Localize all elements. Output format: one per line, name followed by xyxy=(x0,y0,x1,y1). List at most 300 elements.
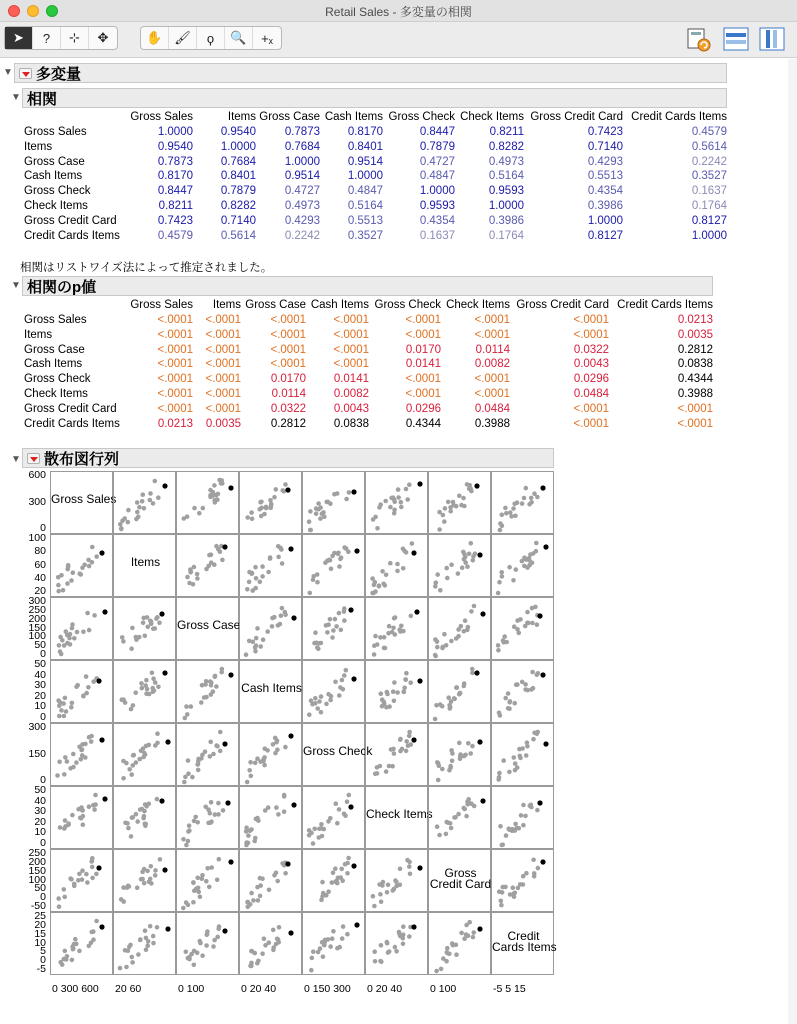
scatter-plot xyxy=(240,472,301,533)
data-point xyxy=(216,492,221,497)
row-header: Items xyxy=(24,140,53,153)
data-point xyxy=(517,631,522,636)
data-point xyxy=(134,812,139,817)
scatter-cell[interactable] xyxy=(491,660,554,723)
data-point xyxy=(63,824,68,829)
highlighted-point xyxy=(159,798,164,803)
scatter-matrix-header[interactable] xyxy=(22,448,554,468)
scatter-diagonal-cell[interactable] xyxy=(302,723,373,786)
data-point xyxy=(275,879,280,884)
y-tick-label: 60 xyxy=(34,558,46,571)
data-point xyxy=(204,943,209,948)
scatter-cell[interactable] xyxy=(365,471,428,534)
highlighted-point xyxy=(228,859,233,864)
data-point xyxy=(280,561,285,566)
help-tool-icon[interactable]: ? xyxy=(33,27,61,49)
column-header: Cash Items xyxy=(324,111,383,123)
data-point xyxy=(433,654,438,659)
scatter-cell[interactable] xyxy=(302,912,365,975)
data-point xyxy=(156,685,161,690)
correlation-cell: 0.9593 xyxy=(488,185,524,198)
correlation-cell: 0.7423 xyxy=(157,214,193,227)
pvalue-cell: 0.3988 xyxy=(474,417,510,430)
scatter-plot xyxy=(51,724,112,785)
scatter-cell[interactable] xyxy=(113,786,176,849)
column-header: Gross Credit Card xyxy=(530,111,623,123)
data-point xyxy=(148,498,153,503)
data-point xyxy=(63,818,68,823)
scatter-cell[interactable] xyxy=(365,912,428,975)
scatter-cell[interactable] xyxy=(176,660,239,723)
scatter-cell[interactable] xyxy=(365,849,428,912)
scatter-cell[interactable] xyxy=(365,534,428,597)
data-point xyxy=(153,868,158,873)
disclosure-icon[interactable]: ▼ xyxy=(11,454,21,465)
y-tick-label: 300 xyxy=(28,595,46,607)
data-point xyxy=(508,892,513,897)
y-tick-label: 300 xyxy=(28,721,46,733)
multivariate-header[interactable] xyxy=(14,63,727,83)
data-point xyxy=(449,639,454,644)
data-point xyxy=(443,506,448,511)
data-point xyxy=(91,803,96,808)
red-triangle-menu-icon[interactable] xyxy=(19,68,32,79)
lasso-tool-icon[interactable]: ϙ xyxy=(197,27,225,49)
data-point xyxy=(283,482,288,487)
data-point xyxy=(65,759,70,764)
scatter-cell[interactable] xyxy=(428,534,491,597)
horizontal-layout-icon[interactable] xyxy=(722,25,750,53)
scatter-diagonal-cell[interactable] xyxy=(365,786,433,849)
data-point xyxy=(156,495,161,500)
scatter-cell[interactable] xyxy=(239,534,302,597)
scatter-cell[interactable] xyxy=(428,786,491,849)
scatter-cell[interactable] xyxy=(176,786,239,849)
data-point xyxy=(142,506,147,511)
data-point xyxy=(191,900,196,905)
scatter-cell[interactable] xyxy=(239,723,302,786)
data-point xyxy=(140,499,145,504)
data-point xyxy=(264,505,269,510)
scatter-cell[interactable] xyxy=(302,660,365,723)
correlation-cell: 0.8282 xyxy=(488,140,524,153)
scatter-matrix[interactable] xyxy=(28,469,557,995)
correlation-cell: 0.3986 xyxy=(587,200,623,212)
data-point xyxy=(274,942,279,947)
disclosure-icon[interactable]: ▼ xyxy=(11,92,21,103)
data-point xyxy=(138,938,143,943)
highlighted-point xyxy=(540,485,545,490)
vertical-layout-icon[interactable] xyxy=(758,25,786,53)
scatter-cell[interactable] xyxy=(176,723,239,786)
column-header: Gross Case xyxy=(259,111,320,123)
data-point xyxy=(452,815,457,820)
pvalue-cell: <.0001 xyxy=(573,417,609,430)
data-point xyxy=(195,951,200,956)
data-point xyxy=(253,836,258,841)
column-header: Gross Check xyxy=(388,111,455,123)
data-point xyxy=(140,686,145,691)
data-point xyxy=(211,490,216,495)
data-point xyxy=(466,625,471,630)
correlation-cell: 0.3527 xyxy=(691,170,727,183)
data-point xyxy=(259,506,264,511)
data-point xyxy=(532,491,537,496)
data-point xyxy=(395,690,400,695)
scatter-cell[interactable] xyxy=(50,786,113,849)
highlighted-point xyxy=(288,546,293,551)
scatter-cell[interactable] xyxy=(50,723,113,786)
data-point xyxy=(121,885,126,890)
data-point xyxy=(498,528,503,533)
data-point xyxy=(246,833,251,838)
data-point xyxy=(129,834,134,839)
data-point xyxy=(521,803,526,808)
column-header: Check Items xyxy=(446,299,510,311)
data-point xyxy=(214,544,219,549)
scatter-cell[interactable] xyxy=(428,660,491,723)
data-point xyxy=(143,634,148,639)
pvalue-cell: 0.3988 xyxy=(677,388,713,400)
y-tick-label: 40 xyxy=(34,571,46,584)
data-point xyxy=(316,647,321,652)
data-point xyxy=(513,768,518,773)
pvalue-cell: 0.0141 xyxy=(333,373,369,386)
pvalue-cell: <.0001 xyxy=(405,314,441,326)
data-point xyxy=(141,816,146,821)
data-point xyxy=(189,704,194,709)
restore-layout-icon[interactable] xyxy=(684,25,712,53)
data-point xyxy=(330,880,335,885)
data-point xyxy=(335,821,340,826)
data-point xyxy=(143,683,148,688)
data-point xyxy=(390,764,395,769)
data-point xyxy=(446,695,451,700)
x-tick-label: 0 100 xyxy=(430,983,457,995)
data-point xyxy=(335,946,340,951)
scatter-cell[interactable] xyxy=(176,849,239,912)
scatter-cell[interactable] xyxy=(491,849,554,912)
data-point xyxy=(205,866,210,871)
scatter-cell[interactable] xyxy=(113,912,176,975)
data-point xyxy=(445,946,450,951)
selection-tool-icon[interactable]: ⊹ xyxy=(61,27,89,49)
data-point xyxy=(141,755,146,760)
data-point xyxy=(499,903,504,908)
data-point xyxy=(268,555,273,560)
disclosure-icon[interactable]: ▼ xyxy=(3,67,13,78)
data-point xyxy=(442,519,447,524)
data-point xyxy=(344,668,349,673)
data-point xyxy=(135,819,140,824)
data-point xyxy=(92,613,97,618)
pvalue-cell: 0.0322 xyxy=(270,402,306,415)
scatter-cell[interactable] xyxy=(50,660,113,723)
highlighted-point xyxy=(165,926,170,931)
data-point xyxy=(138,807,143,812)
data-point xyxy=(316,501,321,506)
data-point xyxy=(130,955,135,960)
data-point xyxy=(504,640,509,645)
data-point xyxy=(466,934,471,939)
row-header: Items xyxy=(24,328,53,341)
data-point xyxy=(513,891,518,896)
highlighted-point xyxy=(474,483,479,488)
correlation-cell: 0.5164 xyxy=(347,200,383,212)
highlighted-point xyxy=(162,867,167,872)
data-point xyxy=(121,776,126,781)
pvalue-cell: 0.0322 xyxy=(573,343,609,356)
data-point xyxy=(203,682,208,687)
data-point xyxy=(392,508,397,513)
scatter-cell[interactable] xyxy=(365,723,428,786)
row-header: Credit Cards Items xyxy=(24,417,120,430)
pvalue-cell: 0.0082 xyxy=(333,388,369,400)
scatter-cell[interactable] xyxy=(50,849,113,912)
scatter-matrix-title: 散布図行列 xyxy=(44,450,120,468)
scatter-diagonal-cell[interactable] xyxy=(113,534,176,597)
data-point xyxy=(450,759,455,764)
data-point xyxy=(94,919,99,924)
data-point xyxy=(319,822,324,827)
data-point xyxy=(126,520,131,525)
scatter-cell[interactable] xyxy=(428,912,491,975)
data-point xyxy=(511,506,516,511)
scatter-diagonal-cell[interactable] xyxy=(239,660,302,723)
pvalue-cell: <.0001 xyxy=(573,402,609,415)
data-point xyxy=(401,942,406,947)
scatter-cell[interactable] xyxy=(239,471,302,534)
data-point xyxy=(282,809,287,814)
y-tick-label: 10 xyxy=(34,700,46,713)
scrollbar[interactable] xyxy=(788,59,797,1024)
data-point xyxy=(378,892,383,897)
data-point xyxy=(399,624,404,629)
highlighted-point xyxy=(96,865,101,870)
scatter-cell[interactable] xyxy=(50,597,113,660)
data-point xyxy=(314,511,319,516)
data-point xyxy=(383,499,388,504)
data-point xyxy=(199,700,204,705)
scatter-cell[interactable] xyxy=(491,723,554,786)
title-bar xyxy=(0,0,797,22)
disclosure-icon[interactable]: ▼ xyxy=(11,280,21,291)
data-point xyxy=(499,899,504,904)
data-point xyxy=(334,801,339,806)
scatter-cell[interactable] xyxy=(302,534,365,597)
scatter-cell[interactable] xyxy=(113,849,176,912)
scatter-cell[interactable] xyxy=(428,597,491,660)
correlation-cell: 0.5513 xyxy=(347,214,383,227)
scatter-cell[interactable] xyxy=(113,660,176,723)
y-tick-label: 300 xyxy=(28,495,46,508)
correlation-cell: 0.4293 xyxy=(587,155,623,168)
scatter-cell[interactable] xyxy=(302,786,365,849)
multivariate-title: 多変量 xyxy=(36,65,82,83)
y-tick-label: 0 xyxy=(40,891,46,904)
scatter-diagonal-cell[interactable] xyxy=(491,912,557,975)
scatter-cell[interactable] xyxy=(239,786,302,849)
data-point xyxy=(500,513,505,518)
correlation-header[interactable] xyxy=(22,88,727,108)
correlation-cell: 1.0000 xyxy=(587,214,623,227)
data-point xyxy=(449,748,454,753)
data-point xyxy=(512,894,517,899)
scatter-cell[interactable] xyxy=(176,534,239,597)
data-point xyxy=(208,811,213,816)
data-point xyxy=(62,772,67,777)
data-point xyxy=(524,486,529,491)
scatter-cell[interactable] xyxy=(239,849,302,912)
data-point xyxy=(459,624,464,629)
data-point xyxy=(266,570,271,575)
data-point xyxy=(248,902,253,907)
data-point xyxy=(347,793,352,798)
scatter-cell[interactable] xyxy=(239,912,302,975)
pvalue-cell: 0.0213 xyxy=(157,417,193,430)
data-point xyxy=(319,694,324,699)
magnifier-tool-icon[interactable]: 🔍 xyxy=(225,27,253,49)
highlighted-point xyxy=(228,485,233,490)
data-point xyxy=(471,558,476,563)
data-point xyxy=(311,949,316,954)
scatter-cell[interactable] xyxy=(491,786,554,849)
correlation-cell: 0.4579 xyxy=(691,126,727,138)
data-point xyxy=(500,574,505,579)
data-point xyxy=(145,615,150,620)
scatter-plot xyxy=(366,661,427,722)
scatter-cell[interactable] xyxy=(113,723,176,786)
scatter-cell[interactable] xyxy=(491,534,554,597)
data-point xyxy=(339,628,344,633)
data-point xyxy=(535,622,540,627)
y-tick-label: 40 xyxy=(34,794,46,807)
scatter-cell[interactable] xyxy=(176,912,239,975)
y-tick-label: 20 xyxy=(34,815,46,828)
scatter-cell[interactable] xyxy=(365,660,428,723)
data-point xyxy=(130,626,135,631)
data-point xyxy=(201,506,206,511)
data-point xyxy=(442,632,447,637)
data-point xyxy=(81,822,86,827)
data-point xyxy=(532,871,537,876)
crosshair-tool-icon[interactable]: +ₓ xyxy=(261,30,273,46)
data-point xyxy=(309,968,314,973)
scatter-cell[interactable] xyxy=(428,723,491,786)
brush-tool-icon[interactable]: 🖌 xyxy=(169,27,197,49)
data-point xyxy=(259,500,264,505)
highlighted-point xyxy=(411,550,416,555)
data-point xyxy=(195,572,200,577)
data-point xyxy=(380,704,385,709)
data-point xyxy=(197,511,202,516)
data-point xyxy=(319,710,324,715)
data-point xyxy=(213,500,218,505)
data-point xyxy=(312,827,317,832)
scatter-plot xyxy=(114,850,175,911)
scatter-cell[interactable] xyxy=(491,471,554,534)
data-point xyxy=(506,691,511,696)
data-point xyxy=(507,770,512,775)
data-point xyxy=(466,801,471,806)
highlighted-point xyxy=(102,609,107,614)
scatter-cell[interactable] xyxy=(113,471,176,534)
scatter-cell[interactable] xyxy=(302,597,365,660)
scatter-cell[interactable] xyxy=(50,912,113,975)
scatter-plot xyxy=(303,598,364,659)
data-point xyxy=(219,670,224,675)
scatter-cell[interactable] xyxy=(491,597,554,660)
red-triangle-menu-icon[interactable] xyxy=(27,453,40,464)
highlighted-point xyxy=(165,739,170,744)
y-tick-label: 10 xyxy=(34,936,46,949)
data-point xyxy=(204,695,209,700)
data-point xyxy=(153,680,158,685)
scatter-cell[interactable] xyxy=(428,471,491,534)
scatter-cell[interactable] xyxy=(50,534,113,597)
scatter-cell[interactable] xyxy=(365,597,428,660)
scatter-cell[interactable] xyxy=(302,471,365,534)
data-point xyxy=(399,500,404,505)
data-point xyxy=(498,824,503,829)
data-point xyxy=(279,613,284,618)
hand-tool-icon[interactable]: ✋ xyxy=(141,27,169,49)
correlation-cell: 0.1637 xyxy=(691,185,727,198)
data-point xyxy=(69,877,74,882)
arrow-tool-icon[interactable]: ➤ xyxy=(5,27,33,49)
data-point xyxy=(523,814,528,819)
scatter-diagonal-cell[interactable] xyxy=(176,597,239,660)
pvalue-header[interactable] xyxy=(22,276,713,296)
data-point xyxy=(325,558,330,563)
data-point xyxy=(209,800,214,805)
scatter-cell[interactable] xyxy=(302,849,365,912)
data-point xyxy=(141,492,146,497)
row-header: Gross Credit Card xyxy=(24,402,117,415)
move-tool-icon[interactable]: ✥ xyxy=(97,30,109,45)
data-point xyxy=(187,823,192,828)
scatter-cell[interactable] xyxy=(239,597,302,660)
pvalue-cell: <.0001 xyxy=(270,314,306,326)
data-point xyxy=(90,865,95,870)
data-point xyxy=(71,946,76,951)
data-point xyxy=(282,489,287,494)
pvalue-cell: 0.0035 xyxy=(677,328,713,341)
pvalue-table xyxy=(0,299,797,439)
scatter-diagonal-cell[interactable] xyxy=(50,471,117,534)
data-point xyxy=(148,924,153,929)
scatter-diagonal-cell[interactable] xyxy=(428,849,491,912)
data-point xyxy=(187,955,192,960)
scatter-cell[interactable] xyxy=(113,597,176,660)
data-point xyxy=(404,749,409,754)
data-point xyxy=(79,572,84,577)
data-point xyxy=(56,583,61,588)
data-point xyxy=(525,740,530,745)
data-point xyxy=(328,816,333,821)
data-point xyxy=(379,899,384,904)
data-point xyxy=(336,551,341,556)
data-point xyxy=(385,890,390,895)
data-point xyxy=(328,617,333,622)
data-point xyxy=(499,570,504,575)
data-point xyxy=(524,753,529,758)
diagonal-label: Gross Case xyxy=(177,618,241,632)
data-point xyxy=(148,491,153,496)
pvalue-cell: <.0001 xyxy=(270,358,306,371)
scatter-cell[interactable] xyxy=(176,471,239,534)
data-point xyxy=(259,514,264,519)
